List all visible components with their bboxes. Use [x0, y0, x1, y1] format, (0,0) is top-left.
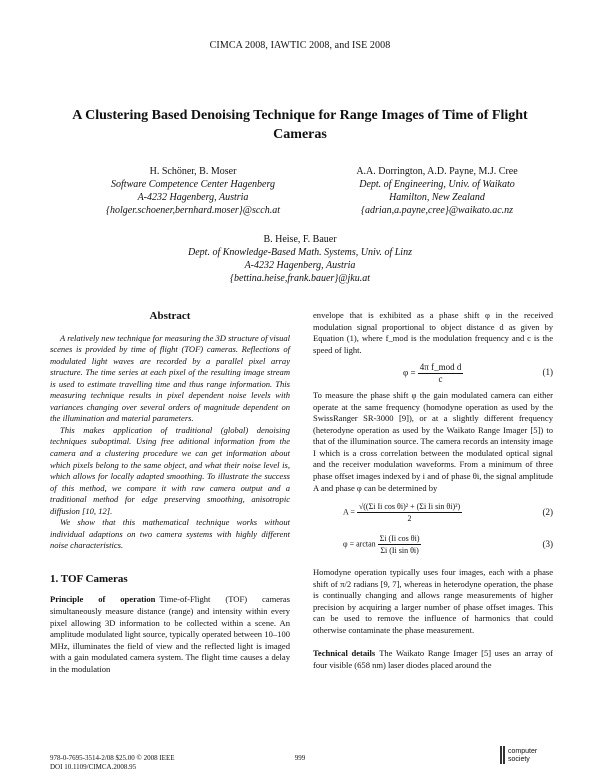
eq-lhs: φ = arctan — [343, 539, 376, 549]
body-paragraph — [50, 594, 290, 675]
author-affiliation: Software Competence Center Hagenberg — [111, 179, 275, 190]
ieee-cs-logo — [500, 744, 550, 768]
section-heading: 1. TOF Cameras — [50, 572, 128, 585]
equation-number: (1) — [542, 367, 553, 378]
eq-numerator: 4π f_mod d — [419, 362, 462, 373]
body-paragraph — [313, 648, 553, 671]
eq-denominator: 2 — [407, 514, 412, 524]
abstract-heading: Abstract — [149, 310, 191, 322]
author-names: B. Heise, F. Bauer — [263, 234, 337, 245]
author-affiliation: Dept. of Knowledge-Based Math. Systems, Univ. of Linz — [188, 247, 412, 258]
author-block-3 — [150, 233, 450, 285]
body-paragraph: envelope that is exhibited as a phase shift φ in the received modulation signal proportional to object distance d as given by Equation (1), where f_mod is the modulation frequency and c is the speed of light. — [313, 310, 553, 355]
runin-heading: Principle of operation — [50, 594, 156, 605]
left-column — [50, 311, 290, 675]
body-text: The Waikato Range Imager [5] uses an array of four visible (658 nm) laser diodes placed around the — [313, 648, 553, 670]
author-names: H. Schöner, B. Moser — [149, 166, 237, 177]
eq-numerator: Σi (Ii cos θi) — [379, 534, 420, 544]
equation-2 — [313, 497, 553, 531]
paper-title: A Clustering Based Denoising Technique for Range Images of Time of Flight Cameras — [72, 108, 528, 142]
right-column — [313, 310, 553, 671]
author-address: A-4232 Hagenberg, Austria — [244, 260, 356, 271]
author-email: {holger.schoener,bernhard.moser}@scch.at — [105, 205, 281, 216]
author-address: Hamilton, New Zealand — [389, 192, 485, 203]
author-block-2 — [322, 165, 552, 217]
equation-number: (3) — [542, 539, 553, 550]
equation-number: (2) — [542, 507, 553, 518]
author-email: {adrian,a.payne,cree}@waikato.ac.nz — [360, 205, 514, 216]
equation-1 — [313, 358, 553, 388]
logo-text: computer society — [508, 748, 538, 763]
eq-denominator: Σi (Ii sin θi) — [380, 546, 419, 556]
author-email: {bettina.heise,frank.bauer}@jku.at — [230, 273, 370, 284]
abstract-paragraph: This makes application of traditional (global) denoising techniques suboptimal. Using free aditional information from the camera and a clustering procedure we can get information about which pixels belong to the same object, and what their noise level is, which allows for locally adapted smoothing. To illustrate the success of this method, we compare it with raw camera output and a traditional method for edge preserving smoothing, anisotropic diffusion [10, 12]. — [50, 424, 290, 516]
author-address: A-4232 Hagenberg, Austria — [137, 192, 249, 203]
running-header: CIMCA 2008, IAWTIC 2008, and ISE 2008 — [209, 40, 391, 51]
isbn-text: 978-0-7695-3514-2/08 $25.00 © 2008 IEEE — [50, 754, 175, 762]
author-names: A.A. Dorrington, A.D. Payne, M.J. Cree — [356, 166, 518, 177]
abstract-paragraph: A relatively new technique for measuring the 3D structure of visual scenes is provided by time of flight (TOF) cameras. Reflections of modulated light waves are recorded by a parallel pixel array structure. The time series at each pixel of the resulting image stream is used to estimate travelling time and thus range information. This measuring technique results in pixel dependent noise levels with variances changing over several orders of magnitude dependent on the illumination and material parameters. — [50, 332, 290, 424]
doi-text: DOI 10.1109/CIMCA.2008.95 — [50, 763, 137, 771]
body-paragraph: To measure the phase shift φ the gain modulated camera can either operate at the same frequency (homodyne operation as used by the SwissRanger SR-3000 [9]), or at a slightly different frequency (heterodyne operation as used by the Waikato Range Imager [5]) to that of the illumination source. The camera records an intensity image I which is a cross correlation between the modulated optical signal and the receiver modulation waveforms. From a minimum of three phase offset images indexed by i and of phase θi, the signal amplitude A and phase φ can be determined by — [313, 390, 553, 493]
eq-lhs: φ = — [403, 367, 416, 378]
eq-lhs: A = — [343, 507, 355, 517]
eq-numerator: √((Σi Ii cos θi)² + (Σi Ii sin θi)²) — [358, 502, 461, 512]
body-paragraph: Homodyne operation typically uses four images, each with a phase shift of π/2 radians [9, 7], whereas in heterodyne operation, the phase is continually changing and allows range measurements of higher precision by acquiring a larger number of phase offset images. This can be used to remove the influence of harmonics that could otherwise contaminate the phase measurement. — [313, 567, 553, 635]
runin-heading: Technical details — [313, 648, 376, 659]
author-block-1 — [88, 165, 298, 217]
abstract-paragraph: We show that this mathematical technique works without individual adaptions on two camera systems with highly different noise characteristics. — [50, 517, 290, 551]
equation-3 — [313, 531, 553, 563]
page-number: 999 — [294, 754, 306, 762]
eq-denominator: c — [438, 374, 443, 385]
body-text: Time-of-Flight (TOF) cameras simultaneously measure distance (range) and intensity within every pixel allowing 3D information to be collected within a scene. An amplitude modulated light source, typically operated between 10–100 MHz, illuminates the field of view and the reflected light is imaged with a gain modulated camera system. The flight time causes a delay in the modulation — [50, 594, 290, 674]
footer-left — [50, 754, 270, 772]
author-affiliation: Dept. of Engineering, Univ. of Waikato — [359, 179, 515, 190]
